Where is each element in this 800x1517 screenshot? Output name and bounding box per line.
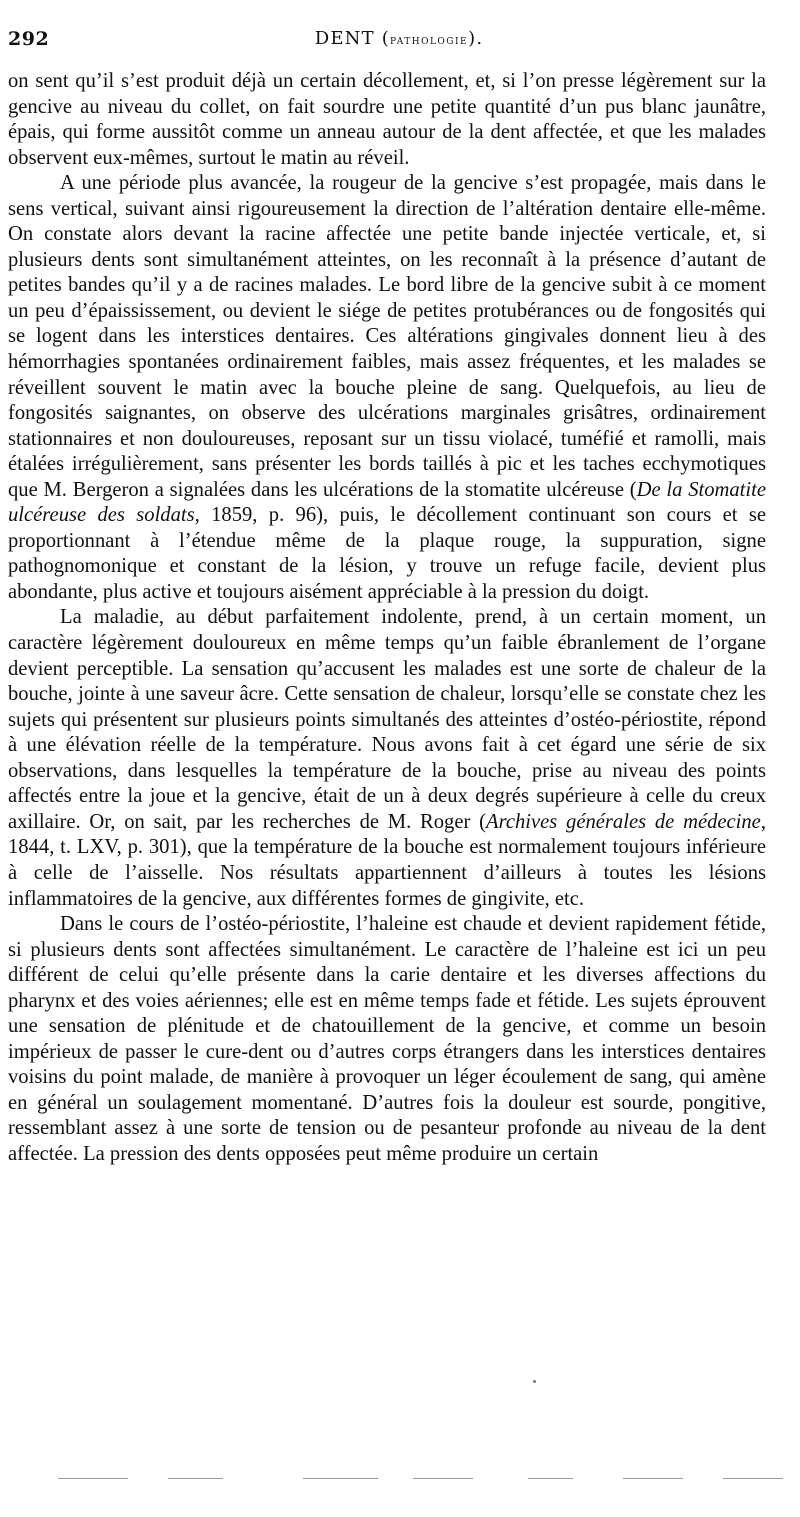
footer-scan-marks <box>8 1478 788 1486</box>
page-number: 292 <box>8 28 50 50</box>
paragraph-text: A une période plus avancée, la rougeur de la gencive s’est propagée, mais dans le sens vertical, suivant ainsi rigoureusement la direction de l’altération dentaire elle-même. On constate alors devant la racine affectée une petite bande injectée verticale, et, si plusieurs dents sont simultanément atteintes, on les reconnaît à la présence d’autant de petites bandes qu’il y a de racines malades. Le bord libre de la gencive subit à ce moment un peu d’épaississement, ou devient le siége de petites protubérances ou de fongosités qui se logent dans les interstices dentaires. Ces altérations gingivales donnent lieu à des hémorrhagies spontanées ordinairement faibles, mais assez fréquentes, et les malades se réveillent souvent le matin avec la bouche pleine de sang. Quelquefois, au lieu de fongosités saignantes, on observe des ulcérations marginales grisâtres, ordinairement stationnaires et non douloureuses, reposant sur un tissu violacé, tuméfié et ramolli, mais étalées irrégulièrement, sans présenter les bords taillés à pic et les taches ecchymotiques que M. Bergeron a signalées dans les ulcérations de la stomatite ulcéreuse ( <box>8 172 766 501</box>
paragraph-text: La maladie, au début parfaitement indolente, prend, à un certain moment, un caractère légèrement douloureux en même temps qu’un faible ébranlement de l’organe devient perceptible. La sensation qu’accusent les malades est une sorte de chaleur de la bouche, jointe à une saveur âcre. Cette sensation de chaleur, lorsqu’elle se constate chez les sujets qui présentent sur plusieurs points simultanés des atteintes d’ostéo-périostite, répond à une élévation réelle de la température. Nous avons fait à cet égard une série de six observations, dans lesquelles la température de la bouche, prise au niveau des points affectés entre la joue et la gencive, était de un à deux degrés supérieure à celle du creux axillaire. Or, on sait, par les recherches de M. Roger ( <box>8 606 766 833</box>
citation-title: Archives générales de médecine <box>485 810 761 833</box>
scan-mark <box>528 1478 573 1479</box>
running-title-subtitle: pathologie <box>389 33 469 48</box>
scan-mark <box>413 1478 473 1479</box>
scan-mark <box>303 1478 378 1479</box>
running-title <box>8 28 790 49</box>
running-title-close: ). <box>468 28 484 49</box>
paragraph-text: , 1859, p. 96), puis, le décollement continuant son cours et se proportionnant à l’étendue même de la plaque rouge, la suppuration, signe pathognomonique et constant de la lésion, y trouve un refuge facile, devient plus abondante, plus active et toujours aisément appréciable à la pression du doigt. <box>8 504 766 603</box>
paragraph-text: , 1844, t. LXV, p. 301), que la température de la bouche est normalement toujours inférieure à celle de l’aisselle. Nos résultats appartiennent d’ailleurs à toutes les lésions inflammatoires de la gencive, aux différentes formes de gingivite, etc. <box>8 810 766 910</box>
scan-mark <box>723 1478 783 1479</box>
scan-mark <box>623 1478 683 1479</box>
paragraph-text: on sent qu’il s’est produit déjà un certain décollement, et, si l’on presse légèrement sur la gencive au niveau du collet, on fait sourdre une petite quantité d’un pus blanc jaunâtre, épais, qui forme aussitôt comme un anneau autour de la dent affectée, et que les malades observent eux-mêmes, surtout le matin au réveil. <box>8 70 766 169</box>
ink-speck <box>533 1380 536 1383</box>
paragraph <box>8 605 766 912</box>
paragraph <box>8 69 766 171</box>
paragraph <box>8 171 766 605</box>
scan-mark <box>58 1478 128 1479</box>
citation-title: De la Stomatite ulcéreuse des soldats <box>8 478 766 527</box>
running-title-main: DENT ( <box>314 28 390 49</box>
body-text <box>8 69 766 1168</box>
paragraph-text: Dans le cours de l’ostéo-périostite, l’haleine est chaude et devient rapidement fétide, si plusieurs dents sont affectées simultanément. Le caractère de l’haleine est ici un peu différent de celui qu’elle présente dans la carie dentaire et les diverses affections du pharynx et des voies aériennes; elle est en même temps fade et fétide. Les sujets éprouvent une sensation de plénitude et de chatouillement de la gencive, et comme un besoin impérieux de passer le cure-dent ou d’autres corps étrangers dans les interstices dentaires voisins du point malade, de manière à provoquer un léger écoulement de sang, qui amène en général un soulagement momentané. D’autres fois la douleur est sourde, pongitive, ressemblant assez à une sorte de tension ou de pesanteur profonde au niveau de la dent affectée. La pression des dents opposées peut même produire un certain <box>8 913 766 1165</box>
running-head <box>8 28 790 58</box>
paragraph <box>8 912 766 1167</box>
scan-mark <box>168 1478 223 1479</box>
